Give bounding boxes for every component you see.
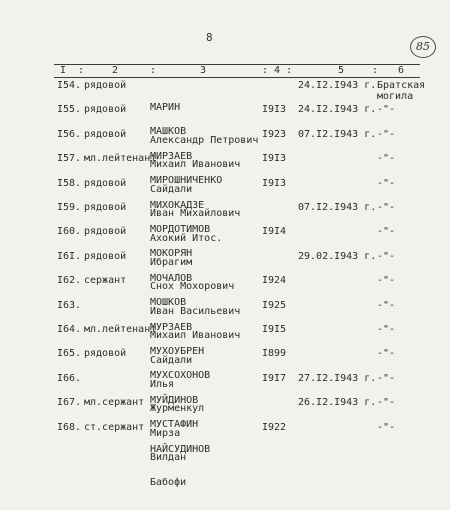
row-burial-note: -"-: [377, 397, 396, 409]
row-burial-note: -"-: [377, 202, 396, 213]
row-number: I6I.: [57, 250, 82, 262]
row-given-name: Мирза: [150, 427, 181, 439]
row-given-name: Бабофи: [150, 476, 187, 488]
row-given-name: Журменкул: [150, 403, 205, 415]
row-rank: рядовой: [84, 177, 127, 189]
row-death-date: 07.I2.I943 г.: [298, 128, 377, 140]
header-col-4: : 4 :: [262, 65, 293, 76]
archive-stamp: 85: [410, 36, 436, 58]
row-surname: МОРДОТИМОВ: [150, 224, 211, 235]
row-surname: МИРОШНИЧЕНКО: [150, 175, 223, 187]
row-given-name: Иван Васильевич: [150, 305, 241, 317]
row-death-date: 29.02.I943 г.: [298, 250, 377, 262]
row-rank: рядовой: [84, 226, 127, 238]
row-rank: сержант: [84, 275, 127, 287]
table-header: [0, 65, 450, 77]
row-birth-year: I925: [262, 299, 287, 311]
row-birth-year: I9I7: [262, 372, 287, 384]
table-rule-mid: [54, 77, 420, 78]
row-given-name: Ахокий Итос.: [150, 232, 223, 244]
row-surname: МАРИН: [150, 102, 181, 113]
header-col-5: 5: [338, 65, 345, 76]
row-birth-year: I923: [262, 128, 287, 140]
row-given-name: Вилдан: [150, 452, 187, 464]
row-surname: МАШКОВ: [150, 126, 187, 138]
row-death-date: 26.I2.I943 г.: [298, 397, 377, 409]
row-burial-note: -"-: [377, 275, 396, 287]
row-burial-note: -"-: [377, 104, 396, 116]
row-burial-note: -"-: [377, 324, 396, 335]
row-number: I64.: [57, 324, 82, 335]
row-given-name: Сайдали: [150, 183, 193, 195]
row-number: I55.: [57, 104, 82, 116]
row-burial-note: -"-: [377, 299, 396, 311]
row-rank: рядовой: [84, 80, 127, 91]
row-given-name: Илья: [150, 379, 175, 390]
row-full-name: [150, 422, 210, 510]
row-birth-year: I9I4: [262, 226, 287, 238]
row-number: I66.: [57, 372, 82, 384]
row-surname: МОШКОВ: [150, 297, 187, 309]
row-burial-note: -"-: [377, 226, 396, 238]
row-death-date: 24.I2.I943 г.: [298, 80, 377, 91]
row-rank: рядовой: [84, 128, 127, 140]
row-number: I68.: [57, 421, 82, 433]
row-surname: МОКОРЯН: [150, 248, 193, 260]
header-col-6: 6: [398, 65, 405, 76]
row-death-date: 07.I2.I943 г.: [298, 202, 377, 213]
row-rank: рядовой: [84, 348, 127, 360]
row-birth-year: I9I3: [262, 177, 287, 189]
row-number: I63.: [57, 299, 82, 311]
row-number: I54.: [57, 80, 82, 91]
row-number: I58.: [57, 177, 82, 189]
row-birth-year: I9I3: [262, 104, 287, 116]
row-birth-year: I924: [262, 275, 287, 287]
header-sep: :: [150, 65, 157, 76]
row-rank: рядовой: [84, 250, 127, 262]
row-birth-year: I9I5: [262, 324, 287, 335]
header-sep: :: [78, 65, 85, 76]
row-given-name: Снох Мохорович: [150, 281, 235, 293]
row-given-name: Ибрагим: [150, 257, 193, 268]
row-birth-year: I922: [262, 421, 287, 433]
row-surname: МОЧАЛОВ: [150, 272, 193, 284]
row-death-date: 27.I2.I943 г.: [298, 372, 377, 384]
row-burial-note: -"-: [377, 153, 396, 165]
row-surname: МУРЗАЕВ: [150, 321, 193, 333]
row-number: I67.: [57, 397, 82, 409]
row-burial-note: -"-: [377, 128, 396, 140]
row-rank: рядовой: [84, 202, 127, 213]
row-death-date: 24.I2.I943 г.: [298, 104, 377, 116]
row-surname: МИХОКАДЗЕ: [150, 199, 205, 211]
row-surname: МУЙДИНОВ: [150, 394, 199, 406]
row-number: I57.: [57, 153, 82, 165]
row-number: I56.: [57, 128, 82, 140]
row-number: I65.: [57, 348, 82, 360]
row-number: I60.: [57, 226, 82, 238]
row-rank: ст.сержант: [84, 421, 145, 433]
row-surname: МУСТАФИН: [150, 419, 199, 431]
row-birth-year: I9I3: [262, 153, 287, 165]
row-given-name: Михаил Иванович: [150, 159, 241, 171]
row-burial-note: -"-: [377, 372, 396, 384]
row-given-name: Александр Петрович: [150, 135, 259, 146]
row-given-name: Иван Михайлович: [150, 208, 241, 220]
row-burial-note: -"-: [377, 348, 396, 360]
row-rank: мл.сержант: [84, 397, 145, 409]
header-col-3: 3: [200, 65, 207, 76]
page-number: 8: [206, 31, 213, 44]
row-rank: мл.лейтенант: [84, 153, 157, 165]
header-sep: :: [372, 65, 379, 76]
row-surname: МУХОУБРЕН: [150, 346, 205, 357]
row-burial-note: -"-: [377, 177, 396, 189]
header-col-2: 2: [112, 65, 119, 76]
row-rank: рядовой: [84, 104, 127, 116]
row-rank: мл.лейтенант: [84, 324, 157, 335]
row-surname: НАЙСУДИНОВ: [150, 443, 211, 455]
row-burial-note: -"-: [377, 421, 396, 433]
row-number: I62.: [57, 275, 82, 287]
header-col-1: I: [60, 65, 67, 76]
row-surname: МИРЗАЕВ: [150, 150, 193, 162]
row-burial-note: Братская могила: [377, 80, 426, 102]
row-given-name: Сайдали: [150, 354, 193, 366]
row-number: I59.: [57, 202, 82, 213]
row-given-name: Михаил Иванович: [150, 330, 241, 342]
row-surname: МУХСОХОНОВ: [150, 370, 211, 382]
row-burial-note: -"-: [377, 250, 396, 262]
row-birth-year: I899: [262, 348, 287, 360]
